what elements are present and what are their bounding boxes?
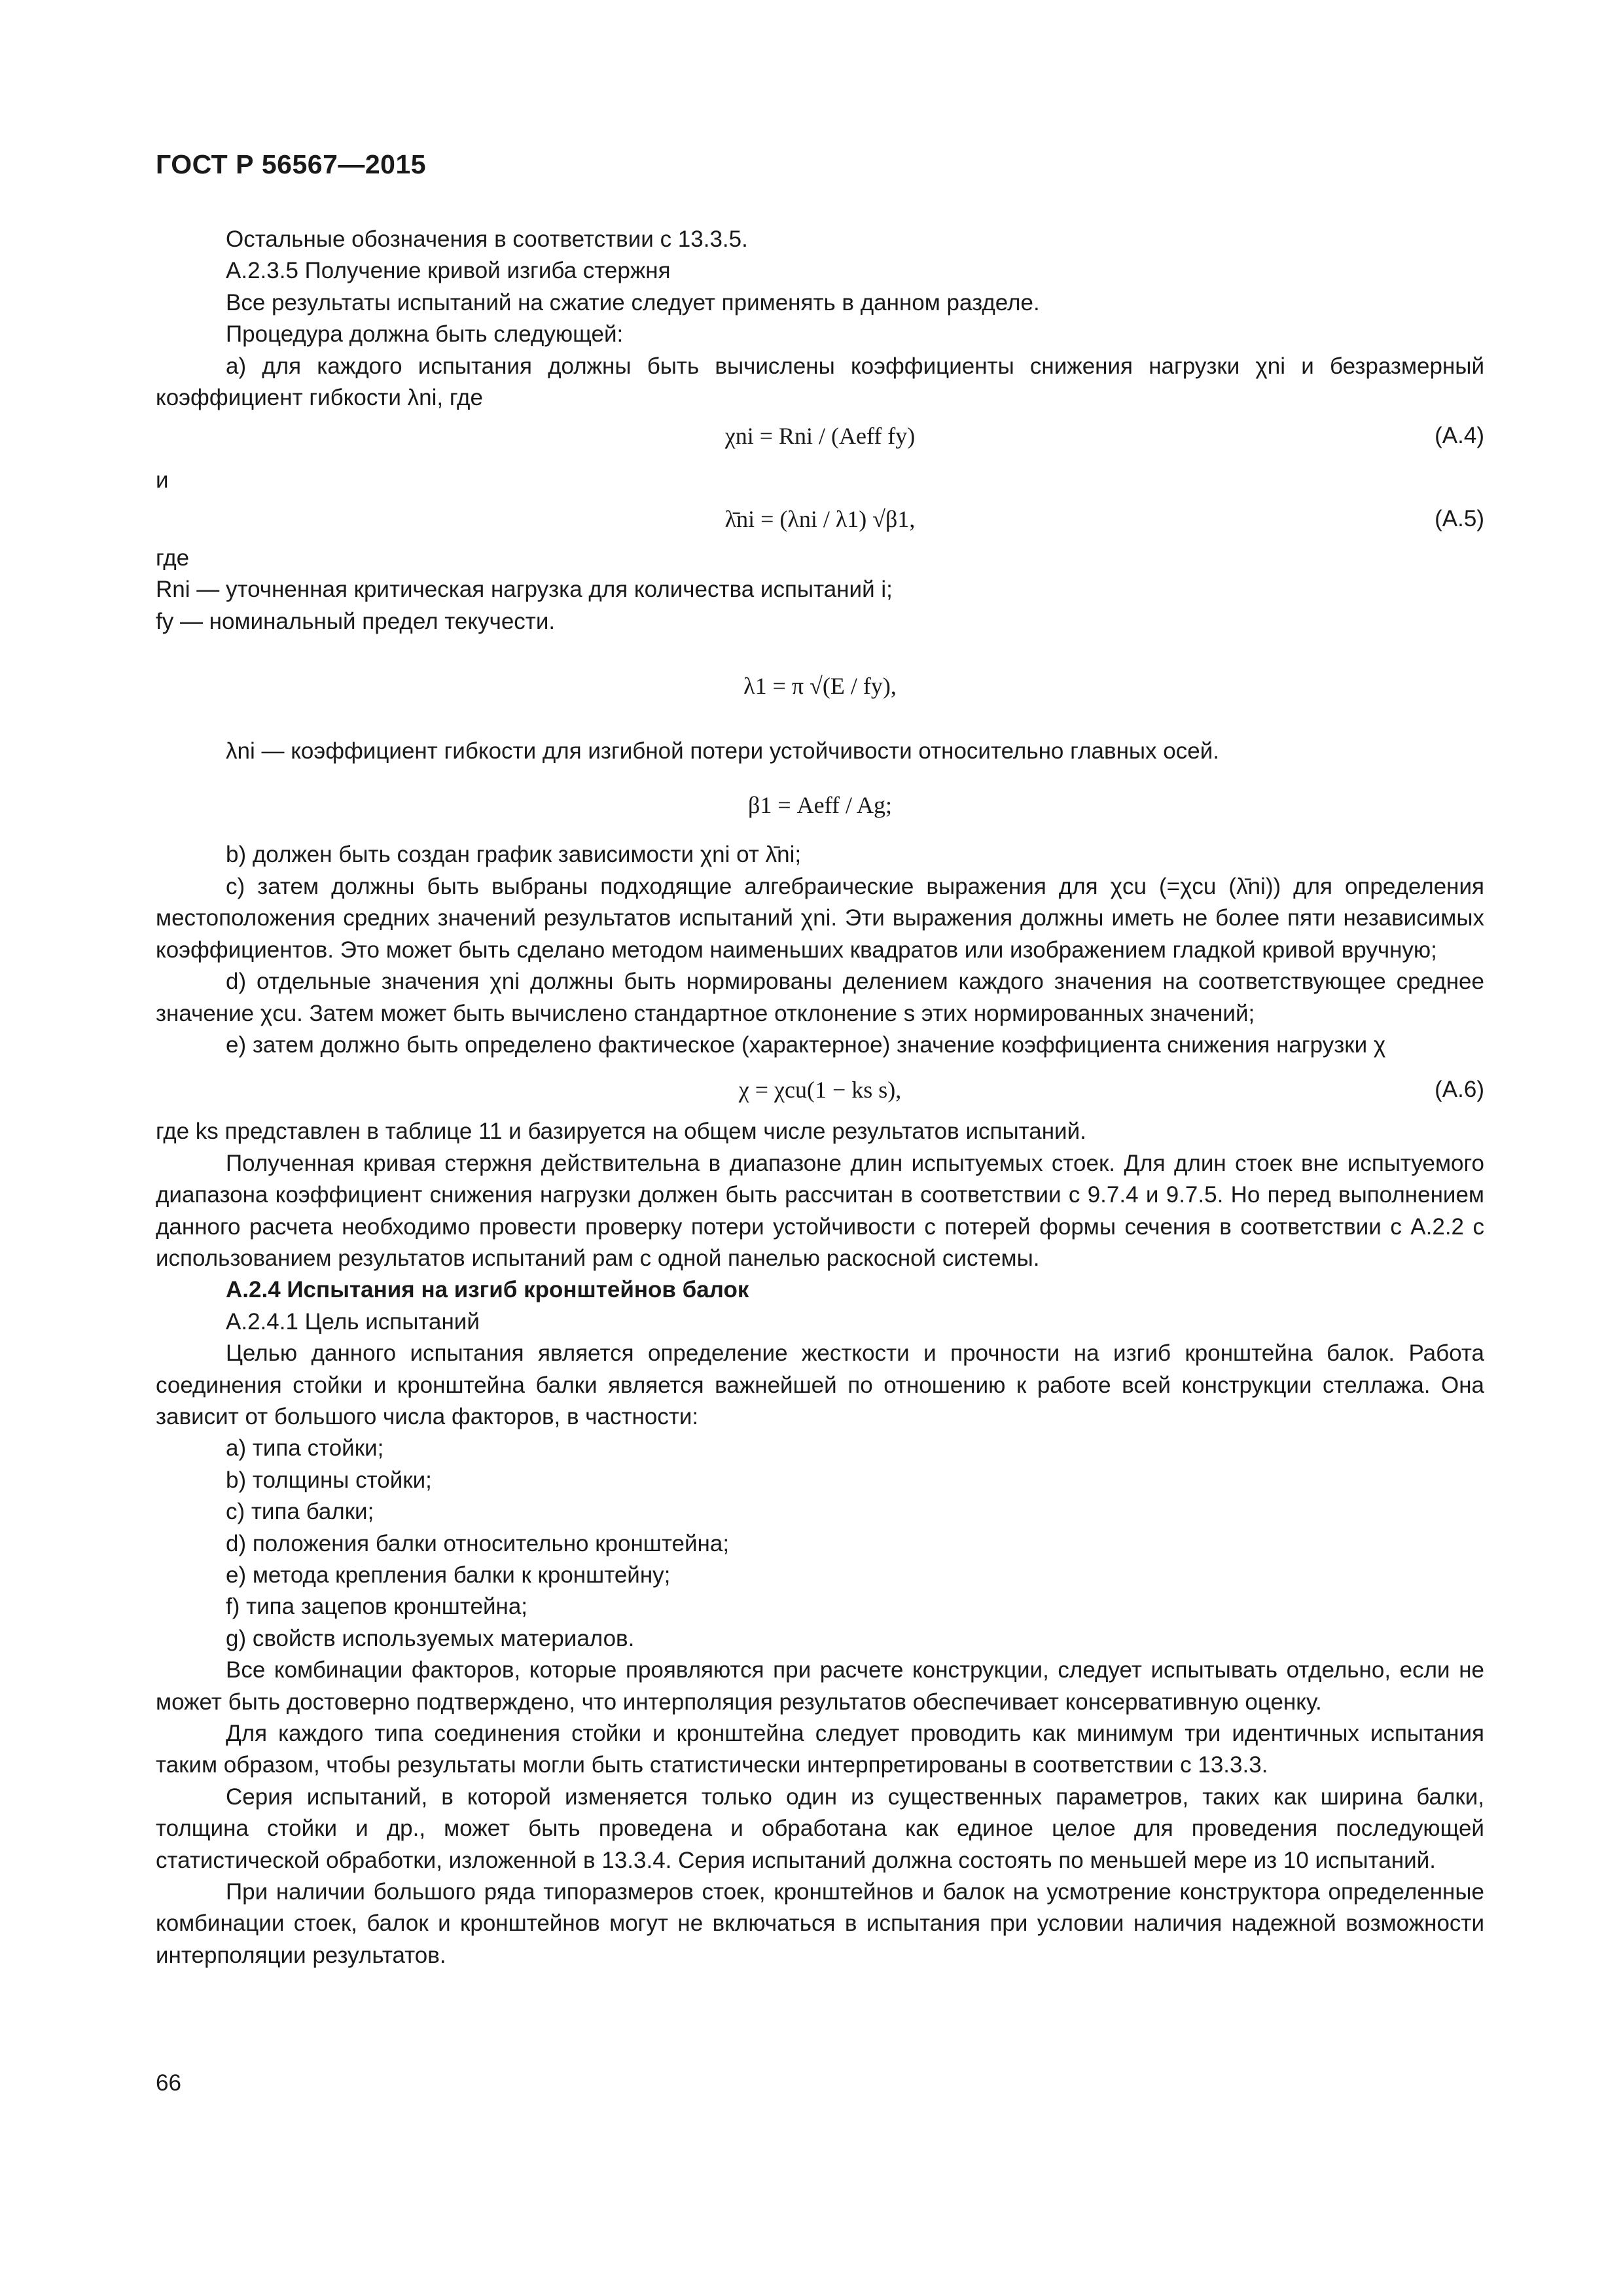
paragraph: Все результаты испытаний на сжатие следует применять в данном разделе. [226, 289, 1040, 315]
paragraph: Полученная кривая стержня действительна в диапазоне длин испытуемых стоек. Для длин стоек вне испытуемого диапазона коэффициент снижения нагрузки должен быть рассчитан в соответствии с 9.7.4 и 9.7.5. Но перед выполнением данного расчета необходимо провести проверку потери устойчивости с потерей формы сечения в соответствии с А.2.2 с использованием результатов испытаний рам с одной панелью раскосной системы. [156, 1150, 1484, 1271]
paragraph: Остальные обозначения в соответствии с 13.3.5. [226, 226, 748, 252]
paragraph: Для каждого типа соединения стойки и кронштейна следует проводить как минимум три идентичных испытания таким образом, чтобы результаты могли быть статистически интерпретированы в соответствии с 13.3.3. [156, 1721, 1484, 1778]
list-item: b) должен быть создан график зависимости χni от λ̄ni; [226, 842, 802, 868]
list-item: с) затем должны быть выбраны подходящие алгебраические выражения для χcu (=χcu (λ̄ni)) для определения местоположения средних значений результатов испытаний χni. Эти выражения должны иметь не более пяти независимых коэффициентов. Это может быть сделано методом наименьших квадратов или изображением гладкой кривой вручную; [156, 873, 1484, 963]
paragraph: Процедура должна быть следующей: [226, 321, 624, 348]
formula-a6-expression: χ = χcu(1 − ks s), [738, 1077, 902, 1103]
list-item: с) типа балки; [226, 1499, 374, 1525]
paragraph: где [156, 545, 190, 571]
formula-a4 [156, 414, 1484, 465]
paragraph: где ks представлен в таблице 11 и базируется на общем числе результатов испытаний. [156, 1119, 1086, 1145]
page-number: 66 [156, 2070, 181, 2096]
formula-a4-expression: χni = Rni / (Aeff fy) [724, 423, 916, 450]
definition-item: fy — номинальный предел текучести. [156, 608, 556, 634]
section-heading: А.2.3.5 Получение кривой изгиба стержня [226, 258, 671, 284]
list-item: а) типа стойки; [226, 1435, 384, 1462]
paragraph: и [156, 467, 169, 493]
section-heading: А.2.4 Испытания на изгиб кронштейнов балок [226, 1277, 749, 1303]
paragraph: Серия испытаний, в которой изменяется только один из существенных параметров, таких как ширина балки, толщина стойки и др., может быть проведена и обработана как единое целое для проведения последующей статистической обработки, изложенной в 13.3.4. Серия испытаний должна состоять по меньшей мере из 10 испытаний. [156, 1784, 1484, 1873]
document-header: ГОСТ Р 56567—2015 [156, 149, 427, 179]
subsection-heading: А.2.4.1 Цель испытаний [226, 1308, 480, 1335]
formula-a6 [156, 1061, 1484, 1116]
formula-beta1-expression: β1 = Aeff / Ag; [748, 792, 892, 819]
document-body [156, 224, 1484, 1971]
formula-lambda1 [156, 637, 1484, 736]
formula-beta1 [156, 767, 1484, 839]
paragraph: λni — коэффициент гибкости для изгибной потери устойчивости относительно главных осей. [226, 738, 1219, 764]
list-item: g) свойств используемых материалов. [226, 1625, 635, 1651]
list-item: d) положения балки относительно кронштейна; [226, 1530, 730, 1556]
list-item: е) затем должно быть определено фактическое (характерное) значение коэффициента снижения нагрузки χ [226, 1031, 1386, 1058]
paragraph: Все комбинации факторов, которые проявляются при расчете конструкции, следует испытывать отдельно, если не может быть достоверно подтверждено, что интерполяция результатов обеспечивает консервативную оценку. [156, 1657, 1484, 1715]
formula-a4-number: (А.4) [1435, 423, 1484, 449]
formula-a6-number: (А.6) [1435, 1077, 1484, 1103]
formula-a5-number: (А.5) [1435, 505, 1484, 531]
paragraph: Целью данного испытания является определение жесткости и прочности на изгиб кронштейна балок. Работа соединения стойки и кронштейна балки является важнейшей по отношению к работе всей конструкции стеллажа. Она зависит от большого числа факторов, в частности: [156, 1340, 1484, 1429]
formula-a5-expression: λ̄ni = (λni / λ1) √β1, [724, 505, 916, 532]
formula-lambda1-expression: λ1 = π √(E / fy), [743, 673, 897, 700]
list-item: d) отдельные значения χni должны быть нормированы делением каждого значения на соответствующее среднее значение χcu. Затем может быть вычислено стандартное отклонение s этих нормированных значений; [156, 969, 1484, 1026]
paragraph: При наличии большого ряда типоразмеров стоек, кронштейнов и балок на усмотрение конструктора определенные комбинации стоек, балок и кронштейнов могут не включаться в испытания при условии наличия надежной возможности интерполяции результатов. [156, 1879, 1484, 1968]
paragraph: а) для каждого испытания должны быть вычислены коэффициенты снижения нагрузки χni и безразмерный коэффициент гибкости λni, где [156, 353, 1484, 411]
definition-item: Rni — уточненная критическая нагрузка для количества испытаний i; [156, 577, 893, 603]
list-item: е) метода крепления балки к кронштейну; [226, 1562, 671, 1588]
list-item: b) толщины стойки; [226, 1467, 432, 1493]
formula-a5 [156, 497, 1484, 543]
list-item: f) типа зацепов кронштейна; [226, 1594, 528, 1620]
